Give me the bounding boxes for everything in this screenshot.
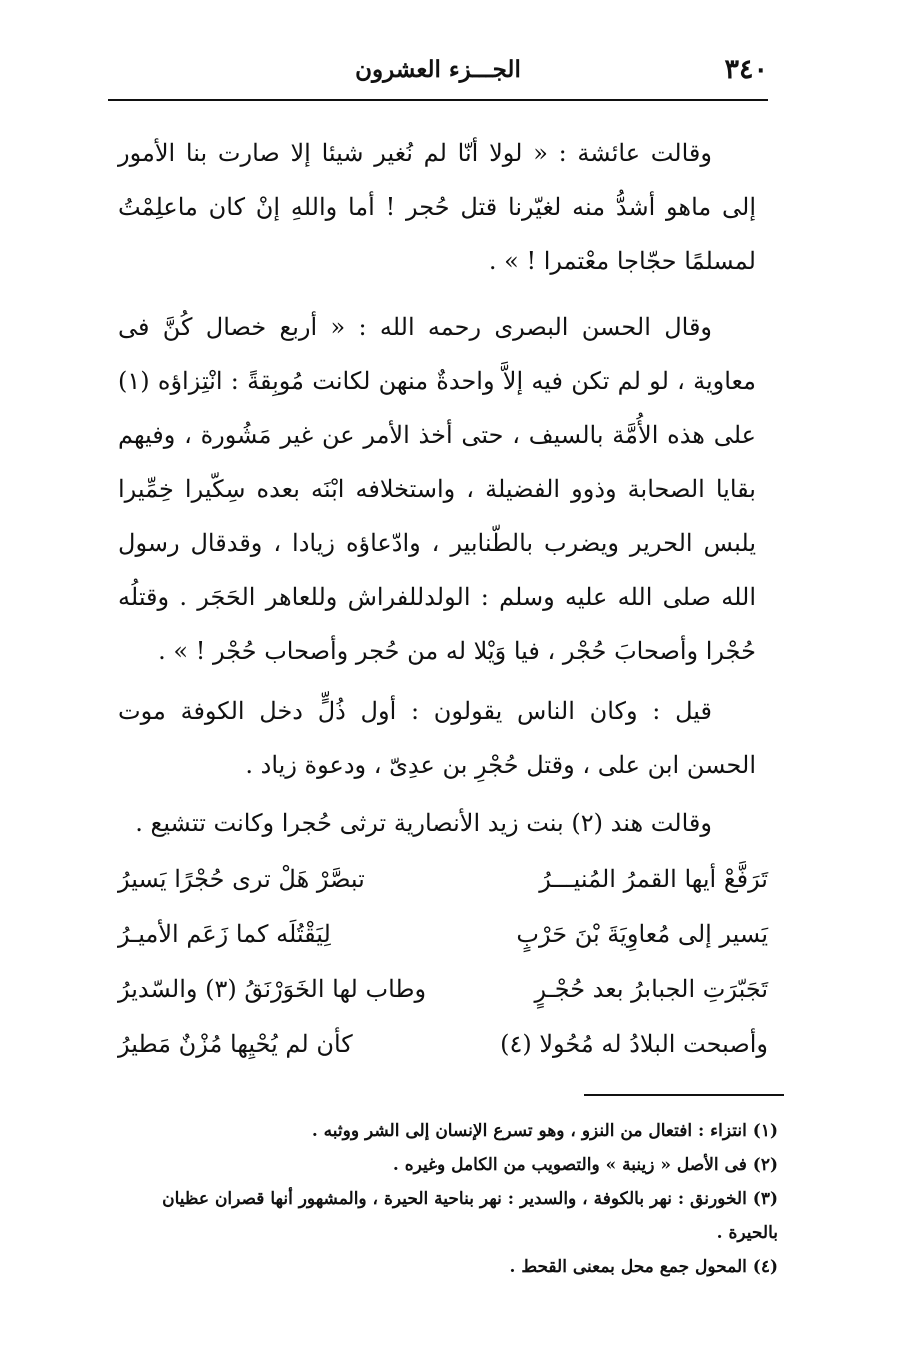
paragraph-text: وقالت هند (٢) بنت زيد الأنصارية ترثى حُجرا وكانت تتشيع . [135, 809, 712, 837]
footnote-1: (١) انتزاء : افتعال من النزو ، وهو تسرع الإنسان إلى الشر ووثبه . [311, 1121, 778, 1141]
footnote-rule [584, 1094, 784, 1096]
paragraph-text: قيل : وكان الناس يقولون : أول ذُلٍّ دخل الكوفة موت الحسن ابن على ، وقتل حُجْرِ بن عدِىّ ، ودعوة زياد . [118, 697, 756, 779]
page-header [108, 48, 768, 100]
paragraph-hasan-basri [118, 300, 756, 678]
running-title: الجـــزء العشرون [355, 56, 521, 83]
paragraph-text: وقالت عائشة : « لولا أنّا لم نُغير شيئا إلا صارت بنا الأمور إلى ماهو أشدُّ منه لغيّرنا قتل حُجر ! أما واللهِ إنْ كان ماعلِمْتُ لمسلمًا حجّاجا معْتمرا ! » . [118, 139, 756, 275]
footnotes [118, 1114, 778, 1284]
footnote-3: (٣) الخورنق : نهر بالكوفة ، والسدير : نهر بناحية الحيرة ، والمشهور أنها قصران عظيان بالحيرة . [162, 1189, 778, 1243]
verse-first-hemistich: تَجَبّرَتِ الجبابرُ بعد حُجْـرٍ [534, 975, 768, 1003]
verse-first-hemistich: تَرَفَّعْ أيها القمرُ المُنيـــرُ [539, 865, 768, 893]
paragraph-kufa [118, 684, 756, 792]
poem-verse [118, 907, 768, 962]
verse-second-hemistich: تبصَّرْ هَلْ ترى حُجْرًا يَسيرُ [118, 865, 365, 893]
verse-first-hemistich: وأصبحت البلادُ له مُحُولا (٤) [500, 1030, 768, 1058]
verse-second-hemistich: وطاب لها الخَوَرْنَقُ (٣) والسّديرُ [118, 975, 427, 1003]
verse-first-hemistich: يَسير إلى مُعاوِيَةَ بْنَ حَرْبٍ [516, 920, 768, 948]
poem-verse [118, 962, 768, 1017]
header-rule [108, 99, 768, 101]
poem-verse [118, 1017, 768, 1072]
paragraph-aisha [118, 126, 756, 288]
poem [118, 852, 768, 1072]
paragraph-text: وقال الحسن البصرى رحمه الله : « أربع خصال كُنَّ فى معاوية ، لو لم تكن فيه إلاَّ واحدةٌ منهن لكانت مُوبِقةً : انْتِزاؤه (١) على هذه الأُمَّة بالسيف ، حتى أخذ الأمر عن غير مَشُورة ، وفيهم بقايا الصحابة وذوو الفضيلة ، واستخلافه ابْنَه بعده سِكّيرا خِمِّيرا يلبس الحرير ويضرب بالطّنابير ، وادّعاؤه زيادا ، وقدقال رسول الله صلى الله عليه وسلم : الولدللفراش وللعاهر الحَجَر . وقتلُه حُجْرا وأصحابَ حُجْر ، فيا وَيْلا له من حُجر وأصحاب حُجْر ! » . [118, 313, 756, 665]
page-number: ٣٤٠ [724, 54, 768, 85]
footnote-2: (٢) فى الأصل « زينبة » والتصويب من الكامل وغيره . [392, 1155, 778, 1175]
verse-second-hemistich: لِيَقْتُلَه كما زَعَم الأميـرُ [118, 920, 331, 948]
poem-verse [118, 852, 768, 907]
paragraph-hind [118, 796, 756, 850]
verse-second-hemistich: كأن لم يُحْيِها مُزْنٌ مَطيرُ [118, 1030, 353, 1058]
footnote-4: (٤) المحول جمع محل بمعنى القحط . [509, 1257, 778, 1277]
